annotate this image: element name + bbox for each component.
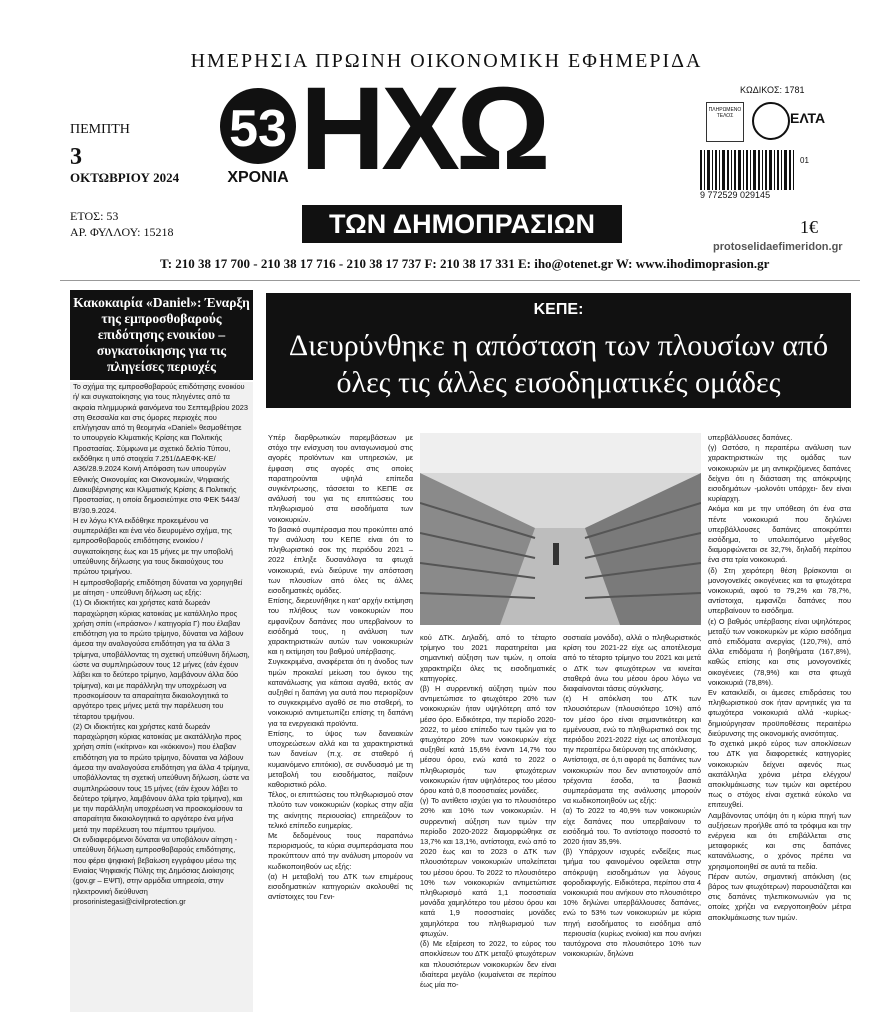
- anniversary-logo: [212, 86, 304, 186]
- postage-badge-text: ΠΛΗΡΩΜΕΝΟ ΤΕΛΟΣ: [708, 107, 742, 119]
- article-paragraph: υπερβάλλουσες δαπάνες.: [708, 433, 793, 442]
- article-paragraph: (γ) Το αντίθετο ισχύει για το πλουσιότερο 20% και 10% των νοικοκυριών. Η συρρεντική αύξηση των τιμών την περίοδο 2020-2022 διαμορφώθηκε σε 13,7% και 13,1%, αντίστοιχα, ενώ από το 2020 έως και το 2023 ο ΔΤΚ των πλουσιότερων νοικοκυριών υπολείπεται του μέσου όρου. Το 2022 το πλουσιότερο 10% των νοικοκυριών αντιμετώπισε πληθωρισμό κατά 1,1 ποσοστιαία μονάδα χαμηλότερο του μέσου όρου και κατά 1,9 ποσοστιαίες μονάδες χαμηλότερα του πληθωρισμού των φτωχών.: [420, 796, 556, 938]
- divider: [60, 280, 860, 281]
- article-paragraph: Συγκεκριμένα, αναφέρεται ότι η άνοδος των τιμών προκαλεί μείωση του όγκου της κατανάλωσης για κάποια αγαθά, εκτός αν αυξηθεί η δαπάνη για αυτά που περιορίζουν το συγκεκριμένο αγαθό σε πιο σταθερή, το νοικοκυριό αντιμετωπίζει επίσης τη δαπάνη για τα ενεργειακά προϊόντα.: [268, 657, 413, 728]
- article-paragraph: Το βασικό συμπέρασμα που προκύπτει από την ανάλυση του ΚΕΠΕ είναι ότι το πληθωριστικό σοκ της περιόδου 2021 – 2022 έπληξε δυσανάλογα τα φτωχά νοικοκυριά, ενώ διεύρυνε την απόσταση των πλουσίων από όλες τις άλλες εισοδηματικές ομάδες.: [268, 524, 413, 596]
- article-paragraph: (β) Η συρρεντική αύξηση τιμών που αντιμετώπισε το φτωχότερο 20% των νοικοκυριών ήταν υψηλότερη από τον μέσο όρο. Ειδικότερα, την περίοδο 2020-2022, το μέσο επίπεδο των τιμών για το φτωχότερο 20% των νοικοκυριών είχε αυξηθεί κατά 15,6% έναντι 14,7% του μέσου όρου, ενώ κατά το 2022 ο πληθωρισμός των φτωχότερων νοικοκυριών ήταν υψηλότερος του μέσου όρου κατά 0,8 ποσοστιαίες μονάδες.: [420, 684, 556, 796]
- issue-day: ΠΕΜΠΤΗ: [70, 122, 130, 137]
- anniversary-word: ΧΡΟΝΙΑ: [227, 169, 289, 186]
- article-paragraph: Επίσης, το ύψος των δανειακών υποχρεώσεων αλλά και τα χαρακτηριστικά των δανείων (π.χ. σε σταθερό ή κυμαινόμενο επιτόκιο), σε συνδυασμό με τη μεταβολή του εισοδήματος, παίζουν καθοριστικό ρόλο.: [268, 728, 413, 789]
- article-paragraph: (δ) Με εξαίρεση το 2022, το εύρος του αποκλίσεων του ΔΤΚ μεταξύ φτωχότερων και πλουσιότερων νοικοκυριών δεν είναι ιδιαίτερα μεγάλο (κυμαίνεται σε περίπου έως μία πο-: [420, 939, 556, 989]
- article-headline: Διευρύνθηκε η απόσταση των πλουσίων από όλες τις άλλες εισοδηματικές ομάδες: [266, 323, 851, 408]
- article-column-4: [708, 433, 851, 1013]
- article-column-2: [420, 633, 556, 1013]
- sidebar-paragraph: (1) Οι ιδιοκτήτες και χρήστες κατά δωρεάν παραχώρηση κύριας κατοικίας με κατάλληλο προς χρήση σπίτι («πράσινο» / κατηγορία Γ) που έλαβαν επιδότηση για το πρώτο τρίμηνο, δύναται να λάβουν άμεσα την αναλογούσα επιδότηση για τα άλλα 3 τρίμηνα, υποβάλλοντας τη σχετική υπεύθυνη δήλωση, ώστε να συμπληρώσουν τους 12 μήνες (εάν έχουν λάβει και το δεύτερο τρίμηνο, λαμβάνουν άλλα δύο τρίμηνα), και με παράλληλη την υποχρέωση να προσκομίσουν τα απαραίτητα δικαιολογητικά το αργότερο τρεις μήνες μετά την παρέλευση του τέταρτου τριμήνου.: [73, 598, 250, 721]
- article-paragraph: Τέλος, οι επιπτώσεις του πληθωρισμού στον πλούτο των νοικοκυριών (κορίως στην αξία της ακίνητης περιουσίας) επηρεάζουν το τελικό επίπεδο ευημερίας.: [268, 790, 413, 830]
- sidebar-paragraph: Το σχήμα της εμπροσθοβαρούς επιδότησης ενοικίου ή/ και συγκατοίκησης για τους πληγέντες από τα ακραία πλημμυρικά φαινόμενα του Σεπτεμβρίου 2023 στη Θεσσαλία και στις όμορες περιοχές που επλήγησαν από τη θεομηνία «Daniel» θεσμοθέτησε το υπουργείο Κλιματικής Κρίσης και Πολιτικής Προστασίας. Σύμφωνα με σχετικό δελτίο Τύπου, εκδόθηκε η υπό στοιχεία 7.251/ΔΑΕΦΚ-ΚΕ/Α36/28.9.2024 Κοινή Απόφαση των υπουργών Εθνικής Οικονομίας και Οικονομικών, Ψηφιακής Διακυβέρνησης και Κλιματικής Κρίσης & Πολιτικής Προστασίας, η οποία δημοσιεύτηκε στο ΦΕΚ 5443/Β'/30.9.2024.: [73, 382, 248, 515]
- issue-year: ΕΤΟΣ: 53: [70, 209, 119, 223]
- postage-badge: [706, 102, 744, 142]
- article-paragraph: Υπέρ διαρθρωτικών παρεμβάσεων με στόχο την ενίσχυση του ανταγωνισμού στις αγορές προϊόντων και υπηρεσιών, με έμφαση στις αγορές στις οποίες παρατηρούνται υψηλά επίπεδα συγκέντρωσης, τάσσεται το ΚΕΠΕ σε ανάλυσή του για τις επιπτώσεις του πληθωρισμού στα εισοδήματα των νοικοκυριών.: [268, 433, 413, 524]
- article-column-3: [563, 633, 701, 1013]
- supermarket-photo: [420, 433, 701, 625]
- sidebar-paragraph: Η εν λόγω ΚΥΑ εκδόθηκε προκειμένου να συμπεριλάβει και ένα νέο διευρυμένο σχήμα, της εμπροσθοβαρούς επιδότησης ενοικίου / συγκατοίκησης έως και 15 μήνες με την υποβολή υπεύθυνης δήλωσης για τους δικαιούχους του πρώτου τριμήνου.: [73, 515, 233, 577]
- anniversary-number: 53: [229, 100, 287, 158]
- seal-icon: [752, 102, 790, 140]
- article-paragraph: (α) Η μεταβολή του ΔΤΚ των επιμέρους εισοδηματικών κατηγοριών ακολουθεί τις αντίστοιχες του Γενι-: [268, 871, 413, 902]
- article-paragraph: κού ΔΤΚ. Δηλαδή, από το τέταρτο τρίμηνο του 2021 παρατηρείται μια σημαντική αύξηση των τιμών, η οποία χαρακτηρίζει όλες τις εισοδηματικές κατηγορίες.: [420, 633, 556, 683]
- article-paragraph: (α) Το 2022 το 40,9% των νοικοκυριών είχε δαπάνες που υπερβαίνουν το εισόδημά του. Το αντίστοιχο ποσοστό το 2020 ήταν 35,9%.: [563, 806, 701, 847]
- watermark: protoselidaefimeridon.gr: [713, 241, 843, 253]
- sidebar-paragraph: Η εμπροσθοβαρής επιδότηση δύναται να χορηγηθεί με αίτηση - υπεύθυνη δήλωση ως εξής:: [73, 577, 243, 597]
- elta-logo: ΕΛΤΑ: [790, 110, 826, 126]
- barcode-top: 01: [800, 156, 809, 165]
- article-paragraph: σοστιαία μονάδα), αλλά ο πληθωριστικός κρίση του 2021-22 είχε ως αποτέλεσμα από το τέταρτο τρίμηνο του 2021 και μετά ο ΔΤΚ των φτωχότερων να κινείται σταθερά άνω του μέσου όρου λόγω να διαφαίνονται τάσεις σύγκλισης.: [563, 633, 701, 694]
- article-paragraph: (ε) Ο βαθμός υπέρβασης είναι υψηλότερος μεταξύ των νοικοκυριών με κύριο εισόδημα από επιδόματα ανεργίας (120,7%), από άλλα επιδόματα ή βοηθήματα (167,8%), καθώς επίσης και στις μονογονεϊκές οικογένειες (78,9%) και στα φτωχά νοικοκυριά (78,8%).: [708, 616, 851, 687]
- article-paragraph: (δ) Στη χειρότερη θέση βρίσκονται οι μονογονεϊκές οικογένειες και τα φτωχότερα νοικοκυριά, αφού το 79,2% και 78,7%, αντίστοιχα, εμφανίζει δαπάνες που υπερβαίνουν το εισόδημα.: [708, 565, 851, 616]
- issue-number: ΑΡ. ΦΥΛΛΟΥ: 15218: [70, 225, 174, 239]
- issue-month-year: ΟΚΤΩΒΡΙΟΥ 2024: [70, 170, 180, 185]
- price: 1€: [800, 217, 818, 237]
- sidebar-paragraph: (2) Οι ιδιοκτήτες και χρήστες κατά δωρεάν παραχώρηση κύριας κατοικίας με ακατάλληλο προς χρήση σπίτι («κίτρινο» και «κόκκινο») που έλαβαν επιδότηση για το πρώτο τρίμηνο, δύναται να λάβουν άμεσα την αναλογούσα επιδότηση για άλλα 4 τρίμηνα, υποβάλλοντας τη σχετική υπεύθυνη δήλωση, ώστε να συμπληρώσουν τους 15 μήνες (εάν έχουν λάβει το δεύτερο τρίμηνο, λαμβάνουν άλλα τρία τρίμηνα), και με την παράλληλη υποχρέωση να προσκομίσουν τα απαραίτητα δικαιολογητικά το αργότερο ένα μήνα μετά την παρέλευση του πέμπτου τριμήνου.: [73, 721, 250, 834]
- article-paragraph: Το σχετικά μικρό εύρος των αποκλίσεων του ΔΤΚ για διαφορετικές κατηγορίες νοικοκυριών δείχνει αφενός πως ακατάλληλα χρόνια μέτρα ελέγχου/αποκλιμάκωσης των τιμών και αφετέρου πως ο στόχος είναι σχετικά εύκολο να επιτευχθεί.: [708, 739, 851, 810]
- contact-line: T: 210 38 17 700 - 210 38 17 716 - 210 38 17 737 F: 210 38 17 331 E: iho@otenet.gr W: www.ihodimoprasion.gr: [160, 256, 770, 271]
- issue-date-number: 3: [70, 144, 82, 170]
- newspaper-title: ΗΧΩ: [300, 63, 547, 195]
- article-kicker: ΚΕΠΕ:: [266, 293, 851, 323]
- article-paragraph: Πέραν αυτών, σημαντική απόκλιση (εις βάρος των φτωχότερων) παρουσιάζεται και στις δαπάνες τηλεπικοινωνιών για τις οποίες χρήζει να ενεργοποιηθούν μέτρα αποκλιμάκωσης των τιμών.: [708, 871, 851, 922]
- newspaper-subtitle: ΤΩΝ ΔΗΜΟΠΡΑΣΙΩΝ: [302, 205, 622, 243]
- article-paragraph: Επίσης, διερευνήθηκε η κατ' αρχήν εκτίμηση του πλήθους των νοικοκυριών που εμφανίζουν δαπάνες που υπερβαίνουν το εισόδημά τους, η ανάλυση των χαρακτηριστικών αυτών των νοικοκυριών και η εκτίμηση του βαθμού υπέρβασης.: [268, 596, 413, 657]
- article-paragraph: Ακόμα και με την υπόθεση ότι ένα στα πέντε νοικοκυριά που δηλώνει υπερβάλλουσες δαπάνες αποκρύπτει εισόδημα, το υπολειπόμενο μέγεθος διαμορφώνεται σε 32,7%, δηλαδή περίπου ένα στα τρία νοικοκυριά.: [708, 504, 851, 565]
- issue-code: ΚΩΔΙΚΟΣ: 1781: [740, 85, 805, 95]
- article-paragraph: Λαμβάνοντας υπόψη ότι η κύρια πηγή των αυξήσεων προήλθε από τα τρόφιμα και την ενέργεια και ότι επιβάλλεται στις μεταφορικές και στις δαπάνες κατανάλωσης, ο χρόνος πρέπει να χρησιμοποιηθεί σε αυτά τα πεδία.: [708, 810, 851, 871]
- article-paragraph: Αντίστοιχα, σε ό,τι αφορά τις δαπάνες των νοικοκυριών που δεν αντιστοιχούν από τρέχοντα έσοδα, τα βασικά συμπεράσματα της ανάλυσης μπορούν να κωδικοποιηθούν ως εξής:: [563, 755, 701, 806]
- sidebar-headline: Κακοκαιρία «Daniel»: Έναρξη της εμπροσθοβαρούς επιδότησης ενοικίου – συγκατοίκησης για τις πληγείσες περιοχές: [70, 290, 253, 380]
- article-paragraph: (β) Υπάρχουν ισχυρές ενδείξεις πως τμήμα του φαινομένου οφείλεται στην απόκρυψη εισοδημάτων για λόγους φοροδιαφυγής. Ειδικότερα, περίπου στα 4 νοικοκυριά που ανήκουν στο πλουσιότερο 10% δηλώνει υπερβάλλουσες δαπάνες, ενώ το 53% των νοικοκυριών με κύρια πηγή εισοδήματος το εισόδημα από περιουσία (κυρίως ενοίκια) και που ανήκει ταυτόχρονα στο πλουσιότερο 10% των νοικοκυριών, δηλώνει: [563, 847, 701, 959]
- barcode-number: 9 772529 029145: [700, 190, 771, 200]
- article-paragraph: (ε) Η απόκλιση του ΔΤΚ των πλουσιότερων (πλουσιότερο 10%) από τον μέσο όρο είναι σημαντικότερη και εμμένουσα, ενώ το πληθωριστικό σοκ της περιόδου 2021-2022 είχε ως αποτέλεσμα την περαιτέρω διεύρυνση της απόκλισης.: [563, 694, 701, 755]
- article-paragraph: Εν κατακλείδι, οι άμεσες επιδράσεις του πληθωριστικού σοκ ήταν αρνητικές για τα φτωχότερα νοικοκυριά αλλά -κυρίως- δημιούργησαν προϋποθέσεις περαιτέρω διεύρυνσης της οικονομικής ανισότητας.: [708, 688, 851, 738]
- sidebar-body: [70, 382, 253, 1012]
- masthead-tagline: ΗΜΕΡΗΣΙΑ ΠΡΩΙΝΗ ΟΙΚΟΝΟΜΙΚΗ ΕΦΗΜΕΡΙΔΑ: [190, 50, 703, 72]
- article-column-1: [268, 433, 413, 1013]
- article-paragraph: (γ) Ωστόσο, η περαιτέρω ανάλυση των χαρακτηριστικών της ομάδας των νοικοκυριών με μη αντικριζόμενες δαπάνες δείχνει ότι η διάσταση της απόκρυψης εισοδημάτων -μολονότι υπάρχει- δεν είναι κυρίαρχη.: [708, 443, 851, 504]
- sidebar-paragraph: Οι ενδιαφερόμενοι δύναται να υποβάλουν αίτηση - υπεύθυνη δήλωση εμπροσθοβαρούς επιδότησης, που φέρει ψηφιακή βεβαίωση εγγράφου μέσω της Ενιαίας Ψηφιακής Πύλης της Δημόσιας Διοίκησης (gov.gr – ΕΨΠ), στην αρμόδια υπηρεσία, στην ηλεκτρονική διεύθυνση prosorinistegasi@civilprotection.gr: [73, 835, 238, 906]
- article-paragraph: Με δεδομένους τους παραπάνω περιορισμούς, τα κύρια συμπεράσματα που προκύπτουν από την ανάλυση μπορούν να κωδικοποιηθούν ως εξής:: [268, 830, 413, 871]
